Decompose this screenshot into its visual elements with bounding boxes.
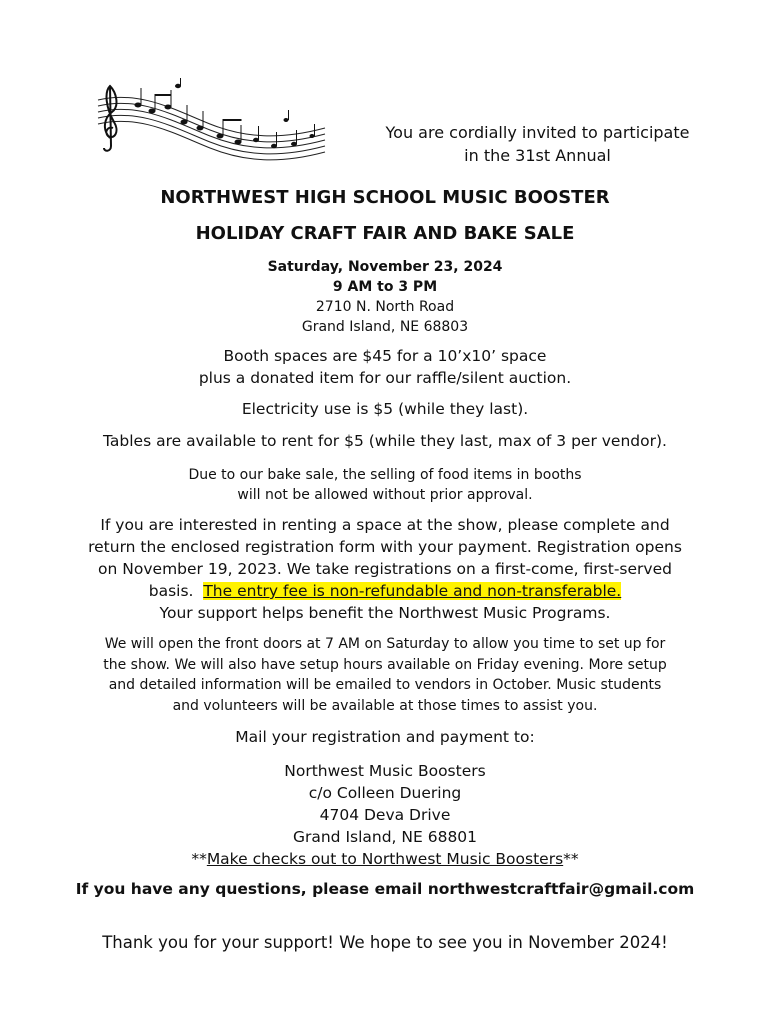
event-city: Grand Island, NE 68803: [301, 319, 469, 335]
checks-note: [0, 848, 770, 870]
registration-line-3: on November 19, 2023. We take registrations on a first-come, first-served: [98, 560, 672, 578]
checks-text: Make checks out to Northwest Music Boosters: [206, 850, 564, 868]
address-street: 4704 Deva Drive: [319, 806, 451, 824]
setup-line-2: the show. We will also have setup hours available on Friday evening. More setup: [103, 656, 667, 673]
event-details: [0, 257, 770, 337]
mailing-address: [0, 760, 770, 870]
setup-paragraph: [48, 634, 722, 716]
thank-you-line: Thank you for your support! We hope to see you in November 2024!: [102, 933, 668, 952]
registration-line-5: Your support helps benefit the Northwest Music Programs.: [159, 604, 611, 622]
electricity-note: Electricity use is $5 (while they last).: [241, 400, 529, 418]
entry-fee-highlight: The entry fee is non-refundable and non-transferable.: [203, 582, 622, 600]
registration-line-4: [40, 580, 730, 602]
registration-line-2: return the enclosed registration form with your payment. Registration opens: [88, 538, 682, 556]
registration-paragraph: [40, 514, 730, 624]
setup-line-3: and detailed information will be emailed to vendors in October. Music students: [108, 677, 662, 693]
event-title-line-1: NORTHWEST HIGH SCHOOL MUSIC BOOSTER: [160, 187, 610, 208]
food-line-2: will not be allowed without prior approval.: [237, 487, 533, 503]
registration-line-1: If you are interested in renting a space at the show, please complete and: [100, 516, 670, 534]
invitation-line-2: in the 31st Annual: [464, 146, 611, 165]
questions-contact: If you have any questions, please email northwestcraftfair@gmail.com: [75, 880, 695, 898]
invitation-text: [345, 121, 730, 167]
booth-pricing: [0, 345, 770, 389]
address-name: Northwest Music Boosters: [284, 762, 486, 780]
address-city: Grand Island, NE 68801: [292, 828, 478, 846]
event-street: 2710 N. North Road: [315, 299, 455, 315]
mail-heading: Mail your registration and payment to:: [235, 728, 535, 746]
booth-line-2: plus a donated item for our raffle/silent auction.: [198, 369, 572, 387]
setup-line-4: and volunteers will be available at those times to assist you.: [172, 697, 598, 714]
checks-suffix: **: [563, 850, 579, 868]
event-time: 9 AM to 3 PM: [332, 279, 438, 295]
checks-prefix: **: [191, 850, 207, 868]
event-title-line-2: HOLIDAY CRAFT FAIR AND BAKE SALE: [195, 223, 575, 244]
tables-note: Tables are available to rent for $5 (while they last, max of 3 per vendor).: [103, 432, 667, 450]
booth-line-1: Booth spaces are $45 for a 10’x10’ space: [223, 347, 547, 365]
food-line-1: Due to our bake sale, the selling of food items in booths: [188, 467, 582, 483]
invitation-line-1: You are cordially invited to participate: [385, 123, 690, 142]
event-date: Saturday, November 23, 2024: [267, 259, 503, 275]
food-policy: [0, 465, 770, 505]
setup-line-1: We will open the front doors at 7 AM on Saturday to allow you time to set up for: [104, 636, 666, 652]
registration-line-4-start: basis.: [148, 582, 204, 600]
music-staff-notes-art: [80, 78, 330, 170]
address-care-of: c/o Colleen Duering: [308, 784, 462, 802]
